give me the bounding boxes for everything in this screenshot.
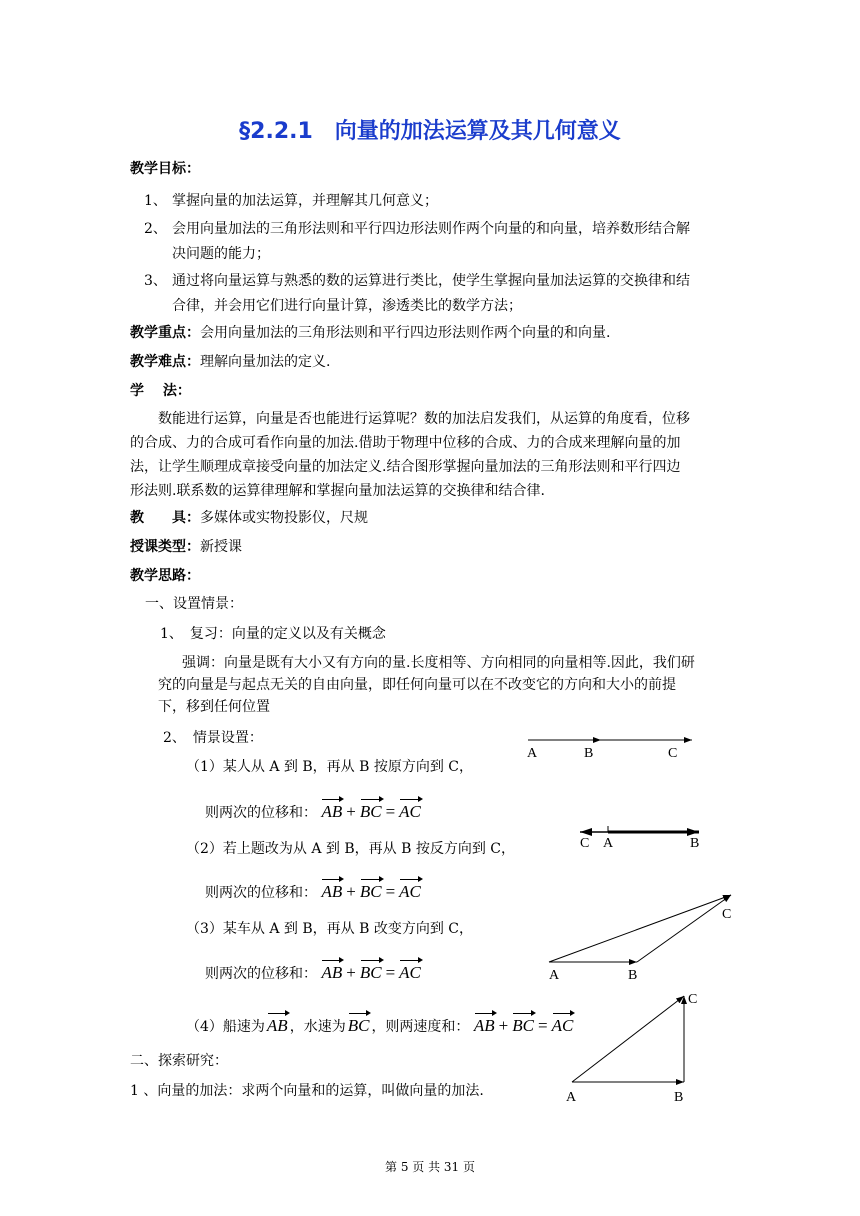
vector-bc: BC: [348, 1012, 370, 1036]
fig3-label-b: B: [628, 968, 638, 983]
emphasis-line-3: 下，移到任何位置: [158, 699, 270, 715]
approach-label: 教学思路：: [130, 568, 200, 584]
objective-3-line2: 合律，并会用它们进行向量计算，渗透类比的数学方法；: [172, 298, 522, 314]
lesson-type-text: 新授课: [200, 539, 242, 555]
fig4-vector-ac: [572, 996, 684, 1082]
vector-addition-definition: 1 、向量的加法：求两个向量和的运算，叫做向量的加法.: [130, 1083, 484, 1099]
case-1-result-label: 则两次的位移和：: [205, 805, 317, 821]
fig3-label-c: C: [722, 907, 732, 922]
method-line-3: 法，让学生顺理成章接受向量的加法定义.结合图形掌握向量加法的三角形法则和平行四边: [130, 459, 681, 475]
vector-ac: AC: [399, 878, 421, 902]
equals-sign: =: [385, 882, 396, 901]
tools-text: 多媒体或实物投影仪，尺规: [200, 510, 368, 526]
vector-bc: BC: [360, 798, 382, 822]
objective-2-num: 2、: [144, 221, 167, 237]
vector-bc: BC: [512, 1012, 534, 1036]
objectives-heading: 教学目标：: [130, 161, 200, 177]
case-3-text: （3）某车从 A 到 B，再从 B 改变方向到 C，: [186, 921, 474, 937]
fig2-label-b: B: [690, 836, 700, 851]
difficulty-text: 理解向量加法的定义.: [200, 354, 331, 370]
fig4-label-b: B: [674, 1090, 684, 1105]
method-line-2: 的合成、力的合成可看作向量的加法.借助于物理中位移的合成、力的合成来理解向量的加: [130, 435, 681, 451]
page-footer: 第 5 页 共 31 页: [385, 1160, 475, 1174]
method-line-1: 数能进行运算，向量是否也能进行运算呢？数的加法启发我们，从运算的角度看，位移: [158, 411, 690, 427]
vector-bc: BC: [360, 878, 382, 902]
plus-sign: +: [498, 1016, 509, 1035]
fig1-label-c: C: [668, 746, 678, 761]
difficulty-label: 教学难点：: [130, 354, 200, 370]
method-label: 学 法：: [130, 383, 191, 399]
objective-3-line1: 通过将向量运算与熟悉的数的运算进行类比，使学生掌握向量加法运算的交换律和结: [172, 273, 690, 289]
vector-ac: AC: [399, 798, 421, 822]
vector-ac: AC: [552, 1012, 574, 1036]
fig3-vector-bc: [637, 895, 731, 962]
case-4-text-b: ，水速为: [289, 1019, 346, 1035]
fig2-label-a: A: [603, 836, 614, 851]
emphasis-line-1: 强调：向量是既有大小又有方向的量.长度相等、方向相同的向量相等.因此，我们研: [182, 655, 695, 671]
method-line-4: 形法则.联系数的运算律理解和掌握向量加法运算的交换律和结合律.: [130, 483, 545, 499]
key-point-text: 会用向量加法的三角形法则和平行四边形法则作两个向量的和向量.: [200, 325, 611, 341]
vector-ac: AC: [399, 959, 421, 983]
page-title: §2.2.1 向量的加法运算及其几何意义: [239, 119, 621, 144]
case-3-result-label: 则两次的位移和：: [205, 966, 317, 982]
section1-heading: 一、设置情景：: [145, 596, 243, 612]
vector-ab: AB: [321, 959, 342, 983]
key-point-label: 教学重点：: [130, 325, 200, 341]
lesson-type-label: 授课类型：: [130, 539, 200, 555]
vector-bc: BC: [360, 959, 382, 983]
objective-2-line2: 决问题的能力；: [172, 246, 270, 262]
vector-ab: AB: [321, 878, 342, 902]
case-4-text-c: ，则两速度和：: [371, 1019, 470, 1035]
scenario-heading: 2、 情景设置：: [163, 730, 263, 746]
review-line: 1、 复习：向量的定义以及有关概念: [160, 626, 386, 642]
objective-1-num: 1、: [144, 193, 167, 209]
equals-sign: =: [385, 963, 396, 982]
plus-sign: +: [346, 963, 356, 982]
objective-1-text: 掌握向量的加法运算，并理解其几何意义；: [172, 193, 438, 209]
tools-label: 教 具：: [130, 510, 200, 526]
fig1-label-b: B: [584, 746, 594, 761]
emphasis-line-2: 究的向量是与起点无关的自由向量，即任何向量可以在不改变它的方向和大小的前提: [158, 677, 676, 693]
vector-ab: AB: [267, 1012, 288, 1036]
fig3-label-a: A: [549, 968, 560, 983]
vector-ab: AB: [474, 1012, 495, 1036]
plus-sign: +: [346, 802, 356, 821]
plus-sign: +: [346, 882, 356, 901]
case-2-result-label: 则两次的位移和：: [205, 885, 317, 901]
fig1-label-a: A: [527, 746, 538, 761]
objective-2-line1: 会用向量加法的三角形法则和平行四边形法则作两个向量的和向量，培养数形结合解: [172, 221, 690, 237]
section2-heading: 二、探索研究：: [130, 1053, 228, 1069]
vector-ab: AB: [321, 798, 342, 822]
fig2-label-c: C: [580, 836, 590, 851]
fig4-label-c: C: [688, 992, 698, 1007]
equals-sign: =: [538, 1016, 548, 1035]
fig3-vector-ac: [549, 895, 731, 962]
case-2-text: （2）若上题改为从 A 到 B，再从 B 按反方向到 C，: [186, 841, 516, 857]
case-4-text-a: （4）船速为: [186, 1019, 265, 1035]
case-1-text: （1）某人从 A 到 B，再从 B 按原方向到 C，: [186, 759, 474, 775]
objective-3-num: 3、: [144, 273, 167, 289]
fig4-label-a: A: [566, 1090, 577, 1105]
equals-sign: =: [385, 802, 396, 821]
